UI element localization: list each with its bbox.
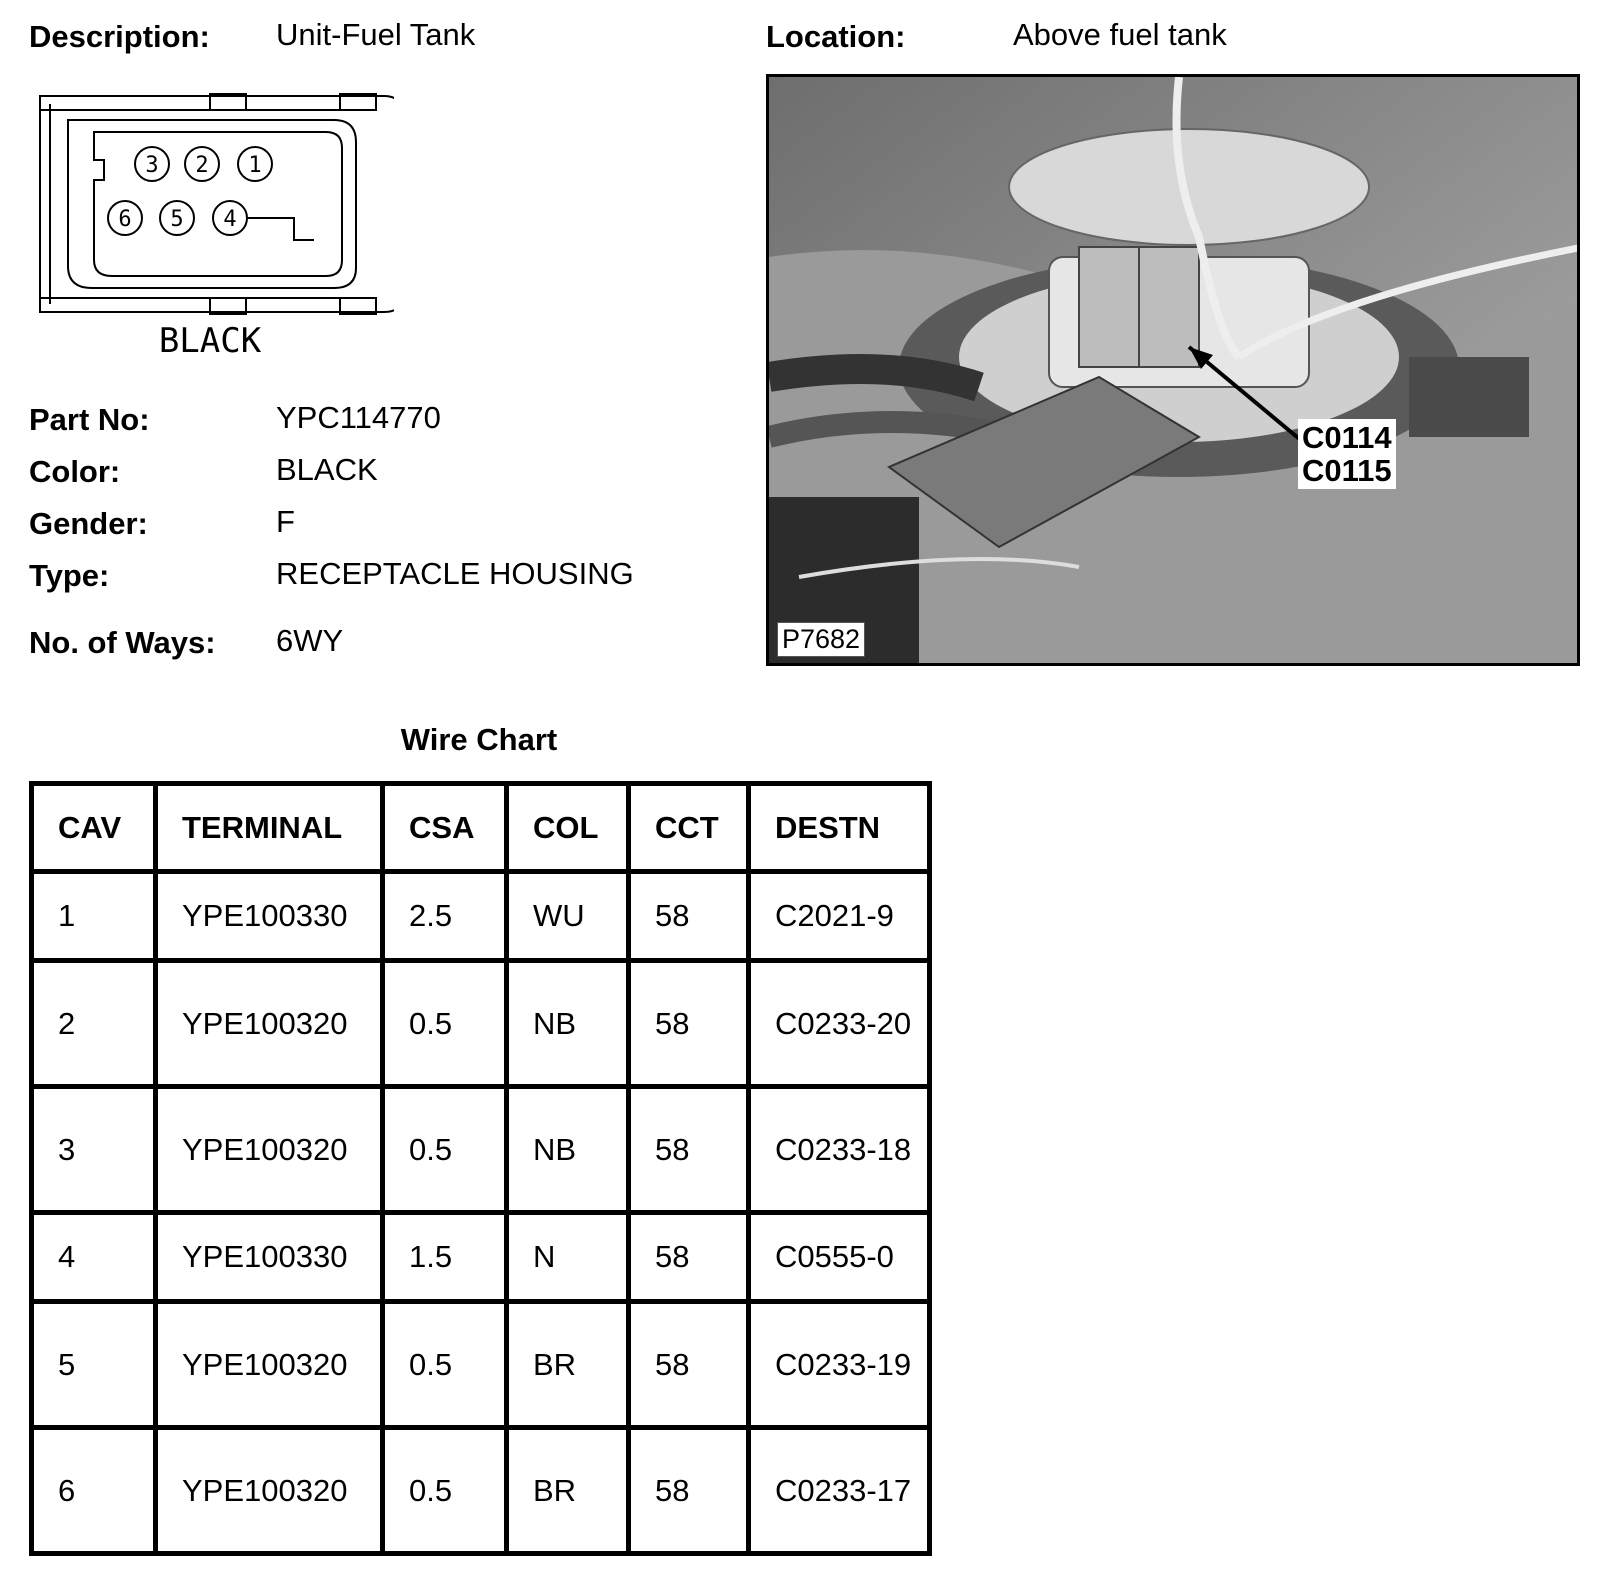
location-photo	[766, 74, 1580, 666]
cell-col: WU	[507, 872, 629, 961]
cell-col: BR	[507, 1428, 629, 1554]
table-row	[32, 1213, 930, 1302]
cell-cct: 58	[629, 1087, 749, 1213]
part-no-label: Part No:	[29, 402, 150, 437]
header-cct: CCT	[629, 784, 749, 872]
type-value: RECEPTACLE HOUSING	[276, 556, 634, 591]
gender-label: Gender:	[29, 506, 148, 541]
header-cav: CAV	[32, 784, 156, 872]
cell-col: BR	[507, 1302, 629, 1428]
table-row	[32, 961, 930, 1087]
cell-cct: 58	[629, 1428, 749, 1554]
description-label: Description:	[29, 19, 210, 54]
cavity-6-label: 6	[118, 207, 132, 232]
cell-csa: 0.5	[383, 1428, 507, 1554]
location-photo-illustration	[769, 77, 1580, 666]
cell-csa: 0.5	[383, 1087, 507, 1213]
cell-destn: C0233-19	[749, 1302, 930, 1428]
cell-cct: 58	[629, 961, 749, 1087]
ways-label: No. of Ways:	[29, 625, 216, 660]
cavity-4-label: 4	[223, 207, 237, 232]
cell-csa: 0.5	[383, 961, 507, 1087]
cell-terminal: YPE100320	[156, 961, 383, 1087]
cell-cav: 4	[32, 1213, 156, 1302]
cell-col: NB	[507, 961, 629, 1087]
header-col: COL	[507, 784, 629, 872]
cell-destn: C0233-20	[749, 961, 930, 1087]
type-label: Type:	[29, 558, 110, 593]
cell-col: NB	[507, 1087, 629, 1213]
cell-cav: 3	[32, 1087, 156, 1213]
cell-cav: 1	[32, 872, 156, 961]
cell-destn: C2021-9	[749, 872, 930, 961]
cell-cav: 5	[32, 1302, 156, 1428]
cell-col: N	[507, 1213, 629, 1302]
cell-cav: 6	[32, 1428, 156, 1554]
cell-terminal: YPE100320	[156, 1428, 383, 1554]
color-label: Color:	[29, 454, 121, 489]
connector-color-caption: BLACK	[158, 321, 262, 360]
description-value: Unit-Fuel Tank	[276, 17, 476, 52]
cell-terminal: YPE100320	[156, 1302, 383, 1428]
wire-chart-table	[29, 781, 932, 1556]
callout-c0115: C0115	[1302, 453, 1392, 488]
cell-terminal: YPE100330	[156, 1213, 383, 1302]
cell-cct: 58	[629, 1213, 749, 1302]
cell-csa: 1.5	[383, 1213, 507, 1302]
header-terminal: TERMINAL	[156, 784, 383, 872]
part-no-value: YPC114770	[276, 400, 441, 435]
gender-value: F	[276, 504, 295, 539]
cavity-5-label: 5	[170, 207, 184, 232]
cell-cav: 2	[32, 961, 156, 1087]
ways-value: 6WY	[276, 623, 344, 658]
photo-reference-id: P7682	[777, 622, 865, 657]
header-csa: CSA	[383, 784, 507, 872]
cell-destn: C0233-18	[749, 1087, 930, 1213]
table-row	[32, 1428, 930, 1554]
connector-face-diagram	[34, 90, 394, 360]
location-label: Location:	[766, 19, 906, 54]
table-row	[32, 872, 930, 961]
cell-terminal: YPE100330	[156, 872, 383, 961]
cell-cct: 58	[629, 1302, 749, 1428]
callout-c0114: C0114	[1302, 420, 1392, 455]
table-header-row	[32, 784, 930, 872]
table-row	[32, 1302, 930, 1428]
cell-csa: 0.5	[383, 1302, 507, 1428]
header-destn: DESTN	[749, 784, 930, 872]
table-row	[32, 1087, 930, 1213]
location-value: Above fuel tank	[1013, 17, 1227, 52]
callout-label	[1298, 419, 1396, 489]
cell-destn: C0233-17	[749, 1428, 930, 1554]
color-value: BLACK	[276, 452, 378, 487]
cavity-1-label: 1	[248, 153, 262, 178]
cavity-2-label: 2	[195, 153, 209, 178]
cavity-3-label: 3	[145, 153, 159, 178]
wire-chart-title: Wire Chart	[400, 722, 558, 757]
cell-csa: 2.5	[383, 872, 507, 961]
cell-destn: C0555-0	[749, 1213, 930, 1302]
cell-cct: 58	[629, 872, 749, 961]
cell-terminal: YPE100320	[156, 1087, 383, 1213]
